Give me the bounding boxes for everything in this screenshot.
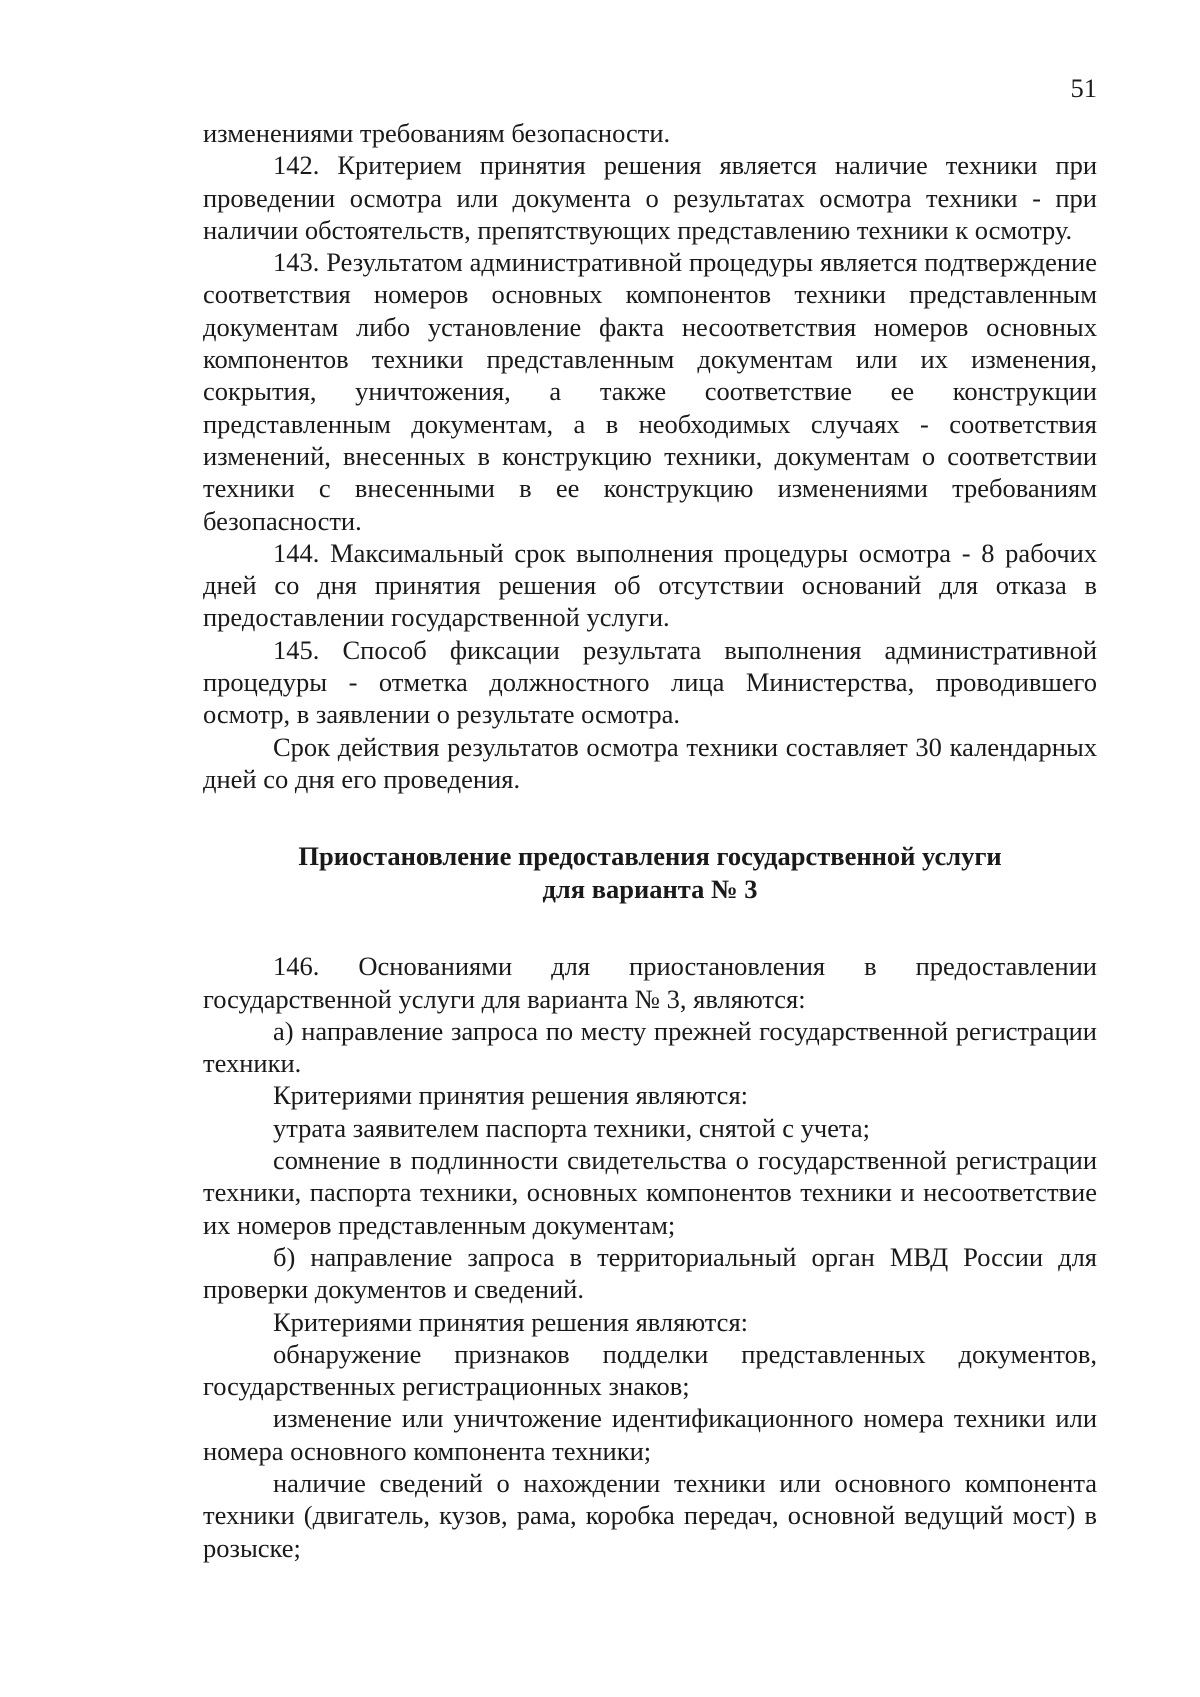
paragraph-continuation: изменениями требованиям безопасности. [203, 118, 671, 148]
paragraph-142: 142. Критерием принятия решения является наличие техники при проведении осмотра или документа о результатах осмотра техники - при наличии обстоятельств, препятствующих представлению техники к осмотру. [203, 150, 1097, 245]
paragraph-validity-period: Срок действия результатов осмотра техники составляет 30 календарных дней со дня его проведения. [203, 731, 1097, 794]
paragraph-143: 143. Результатом административной процедуры является подтверждение соответствия номеров основных компонентов техники представленным документам либо установление факта несоответствия номеров основных компонентов техники представленным документам или их изменения, сокрытия, уничтожения, а также соответствие ее конструкции представленным документам, а в необходимых случаях - соответствия изменений, внесенных в конструкцию техники, документам о соответствии техники с внесенными в ее конструкцию изменениями требованиям безопасности. [203, 247, 1097, 536]
section-heading [203, 840, 1097, 906]
list-item-a: а) направление запроса по месту прежней государственной регистрации техники. [203, 1015, 1097, 1079]
document-body [203, 117, 1097, 1564]
paragraph-146: 146. Основаниями для приостановления в предоставлении государственной услуги для варианта № 3, являются: [203, 951, 1097, 1014]
criteria-item: утрата заявителем паспорта техники, снятой с учета; [273, 1112, 871, 1143]
section-heading-line-2: для варианта № 3 [542, 874, 758, 905]
list-item-b: б) направление запроса в территориальный орган МВД России для проверки документов и сведений. [203, 1241, 1097, 1305]
criteria-heading: Критериями принятия решения являются: [273, 1080, 748, 1111]
page-number: 51 [1070, 73, 1097, 103]
criteria-item: изменение или уничтожение идентификационного номера техники или номера основного компонента техники; [203, 1403, 1097, 1466]
criteria-item: наличие сведений о нахождении техники или основного компонента техники (двигатель, кузов, рама, коробка передач, основной ведущий мост) в розыске; [203, 1467, 1097, 1563]
criteria-heading: Критериями принятия решения являются: [273, 1306, 748, 1337]
paragraph-145: 145. Способ фиксации результата выполнения административной процедуры - отметка должностного лица Министерства, проводившего осмотр, в заявлении о результате осмотра. [203, 634, 1097, 730]
criteria-item: сомнение в подлинности свидетельства о государственной регистрации техники, паспорта техники, основных компонентов техники и несоответствие их номеров представленным документам; [203, 1145, 1097, 1240]
criteria-item: обнаружение признаков подделки представленных документов, государственных регистрационных знаков; [203, 1338, 1097, 1402]
paragraph-144: 144. Максимальный срок выполнения процедуры осмотра - 8 рабочих дней со дня принятия решения об отсутствии оснований для отказа в предоставлении государственной услуги. [203, 537, 1097, 633]
section-heading-line-1: Приостановление предоставления государственной услуги [298, 841, 1002, 872]
